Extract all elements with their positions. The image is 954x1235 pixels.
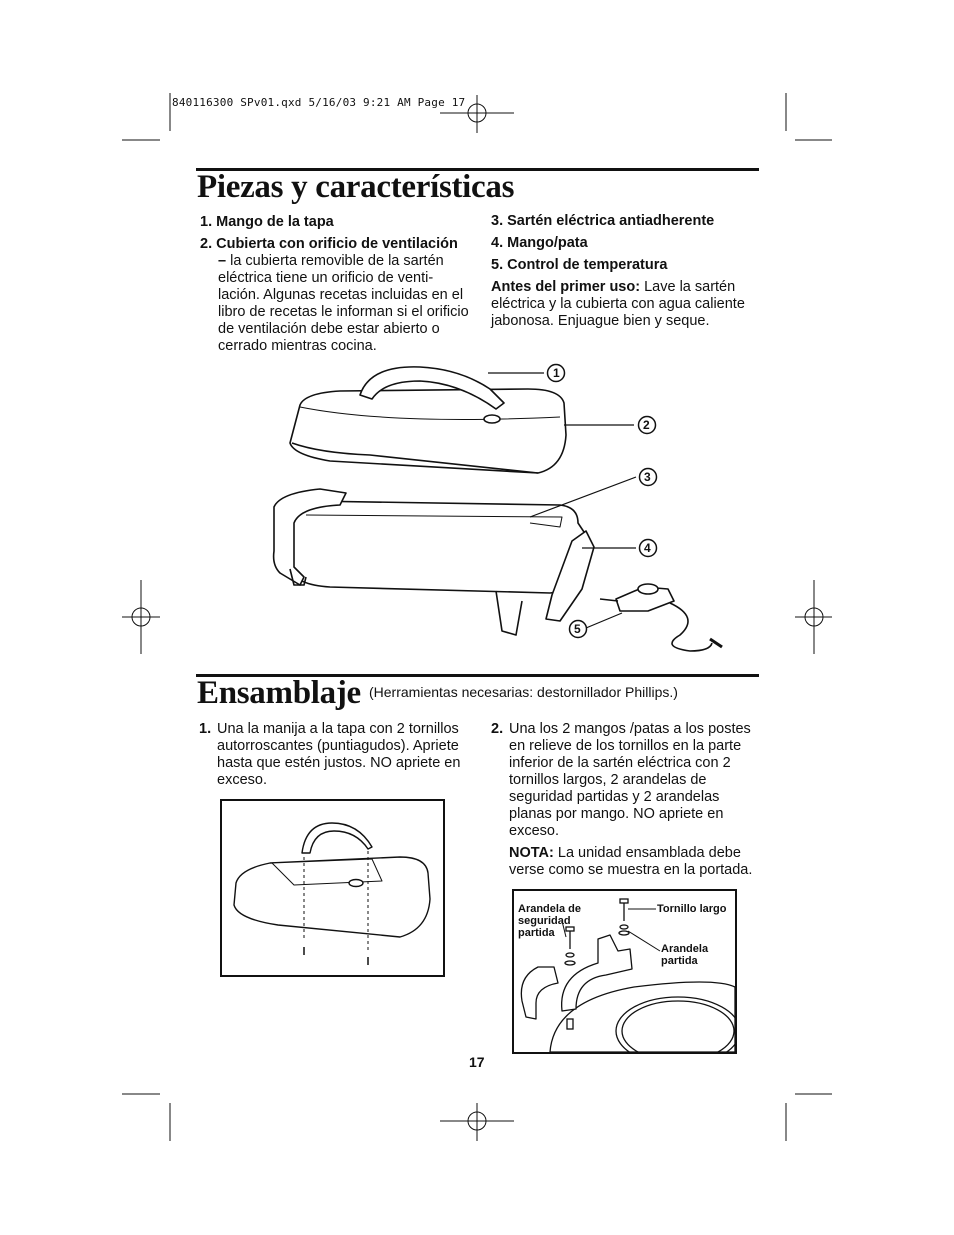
part-item-4: 4. Mango/pata (491, 235, 588, 251)
part-item-1: 1. Mango de la tapa (200, 214, 334, 230)
callout-1-label: 1 (553, 366, 560, 380)
lid-handle-illustration (222, 801, 443, 975)
first-use-paragraph: Antes del primer uso: Lave la sartén eléctrica y la cubierta con agua caliente jabonosa. Enjuague bien y seque. (491, 279, 745, 329)
figure-leg-assembly (512, 889, 737, 1054)
callout-4-label: 4 (644, 541, 651, 555)
part-item-2-desc: – la cubierta removible de la sartén eléctrica tiene un orificio de venti-lación. Algunas recetas incluidas en el libro de recetas le informan si el orificio de ventilación debe estar abierto o cerrado mientras cocina. (218, 253, 469, 354)
part-item-2: 2. Cubierta con orificio de ventilación (200, 236, 458, 252)
section-title-parts: Piezas y características (197, 169, 515, 205)
section-title-assembly: Ensamblaje (197, 675, 361, 711)
callout-5-label: 5 (574, 622, 581, 636)
part-item-5: 5. Control de temperatura (491, 257, 668, 273)
callout-3-label: 3 (644, 470, 651, 484)
label-long-screw: Tornillo largo (657, 903, 727, 915)
figure-lid-handle (220, 799, 445, 977)
parts-list-right (491, 213, 761, 330)
assembly-step-1: 1. Una la manija a la tapa con 2 tornillos autorroscantes (puntiagudos). Apriete hasta que estén justos. NO apriete en exceso. (199, 721, 461, 788)
page-number: 17 (469, 1054, 485, 1070)
part-item-3: 3. Sartén eléctrica antiadherente (491, 213, 715, 229)
print-slug: 840116300 SPv01.qxd 5/16/03 9:21 AM Page 17 (172, 96, 466, 109)
label-split-washer: Arandela partida (661, 943, 709, 967)
assembly-step-2: 2. Una los 2 mangos /patas a los postes en relieve de los tornillos en la parte inferior de la sartén eléctrica con 2 tornillos largos, 2 arandelas de seguridad partidas y 2 arandelas planas por mango. NO apriete en exceso. NOTA: La unidad ensamblada debe verse como se muestra en la portada. (491, 721, 759, 879)
callout-2-label: 2 (643, 418, 650, 432)
parts-list-left (200, 214, 475, 355)
label-lock-washer: Arandela de seguridad partida (518, 903, 581, 939)
tools-needed: (Herramientas necesarias: destornillador Phillips.) (369, 684, 678, 700)
assembly-note: NOTA: La unidad ensamblada debe verse como se muestra en la portada. (509, 845, 753, 878)
skillet-parts-illustration (260, 355, 760, 665)
